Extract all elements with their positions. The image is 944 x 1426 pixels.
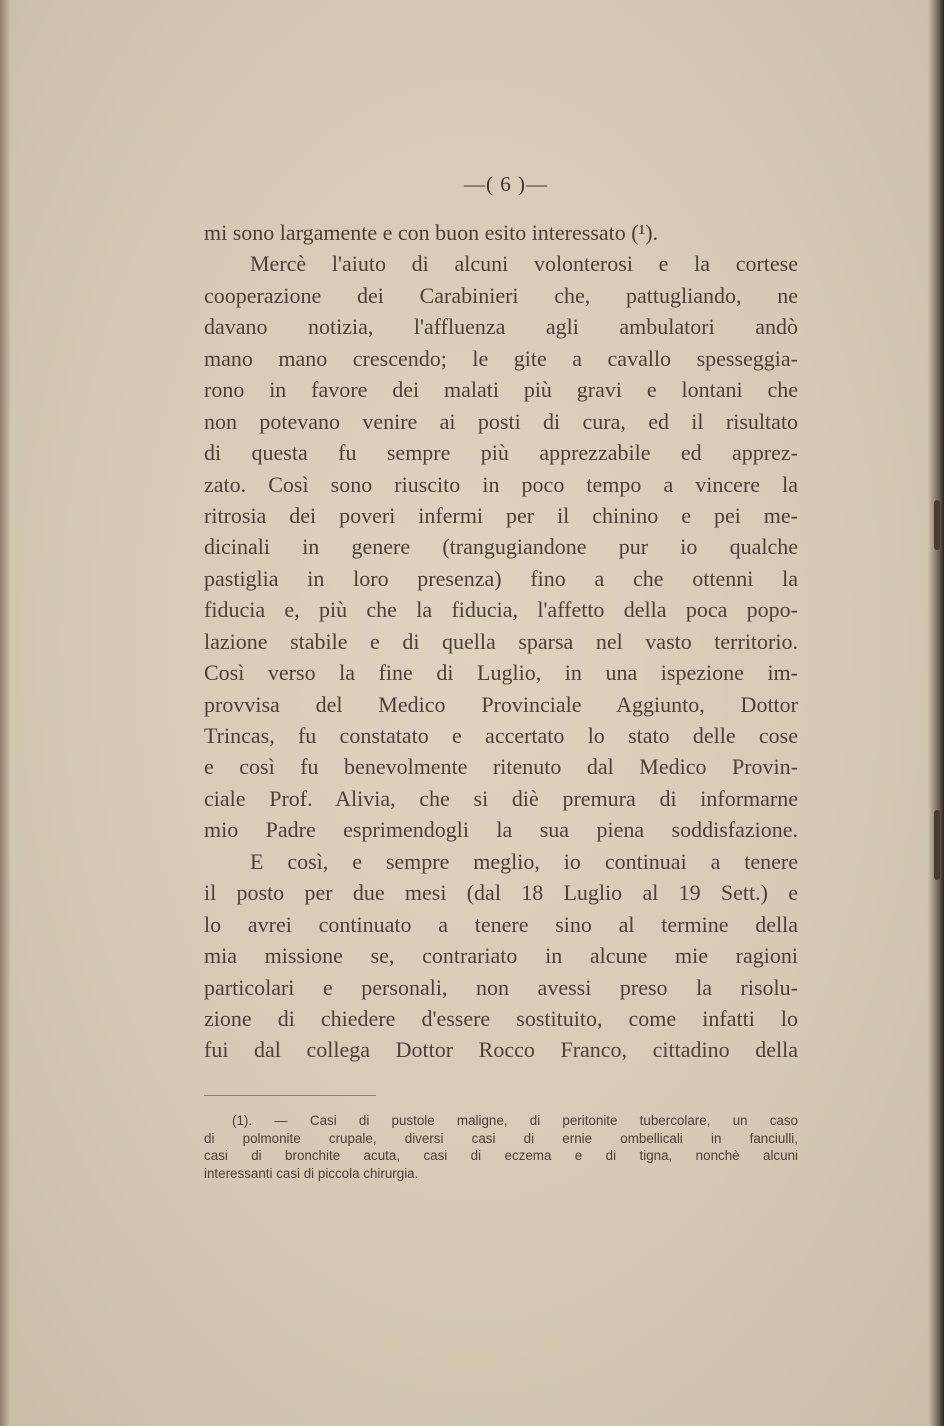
footnote-line: casi di bronchite acuta, casi di eczema e di tigna, nonchè alcuni <box>204 1148 798 1164</box>
text-line: mi sono largamente e con buon esito interessato (¹). <box>204 220 659 245</box>
text-line: E così, e sempre meglio, io continuai a tenere <box>250 848 798 874</box>
text-line: dicinali in genere (trangugiandone pur io qualche <box>204 534 798 560</box>
text-line: ritrosia dei poveri infermi per il chinino e pei me- <box>204 502 798 528</box>
binding-mark <box>934 810 940 880</box>
footnote-rule <box>204 1095 376 1096</box>
text-line: Mercè l'aiuto di alcuni volonterosi e la cortese <box>250 251 798 277</box>
text-line: il posto per due mesi (dal 18 Luglio al 19 Sett.) e <box>204 880 798 906</box>
text-line: mia missione se, contrariato in alcune mie ragioni <box>204 943 798 969</box>
footnote-line: interessanti casi di piccola chirurgia. <box>204 1165 419 1181</box>
body-text <box>204 217 798 1066</box>
text-line: pastiglia in loro presenza) fino a che ottenni la <box>204 565 798 591</box>
text-line: Così verso la fine di Luglio, in una ispezione im- <box>204 660 798 686</box>
text-line: cooperazione dei Carabinieri che, pattugliando, ne <box>204 282 798 308</box>
text-line: lo avrei continuato a tenere sino al termine della <box>204 911 798 937</box>
page-binding-edge <box>928 0 944 1426</box>
text-line: mio Padre esprimendogli la sua piena soddisfazione. <box>204 817 798 843</box>
text-line: non potevano venire ai posti di cura, ed il risultato <box>204 408 798 434</box>
footnote-line: di polmonite crupale, diversi casi di ernie ombellicali in fanciulli, <box>204 1130 798 1146</box>
text-line: di questa fu sempre più apprezzabile ed apprez- <box>204 440 798 466</box>
text-line: ciale Prof. Alivia, che si diè premura di informarne <box>204 785 798 811</box>
text-line: e così fu benevolmente ritenuto dal Medico Provin- <box>204 754 798 780</box>
footnote <box>204 1112 798 1182</box>
text-line: Trincas, fu constatato e accertato lo stato delle cose <box>204 723 798 748</box>
page-number: —( 6 )— <box>464 172 548 196</box>
text-line: davano notizia, l'affluenza agli ambulatori andò <box>204 314 798 340</box>
text-line: fui dal collega Dottor Rocco Franco, cittadino della <box>204 1037 798 1063</box>
text-line: fiducia e, più che la fiducia, l'affetto della poca popo- <box>204 597 798 623</box>
text-line: provvisa del Medico Provinciale Aggiunto, Dottor <box>204 691 798 717</box>
page-left-edge <box>0 0 10 1426</box>
text-line: mano mano crescendo; le gite a cavallo spesseggia- <box>204 345 798 371</box>
text-line: rono in favore dei malati più gravi e lontani che <box>204 377 798 403</box>
binding-mark <box>934 500 940 550</box>
text-line: particolari e personali, non avessi preso la risolu- <box>204 974 798 1000</box>
footnote-line: (1). — Casi di pustole maligne, di peritonite tubercolare, un caso <box>232 1113 798 1128</box>
text-line: lazione stabile e di quella sparsa nel vasto territorio. <box>204 628 798 654</box>
text-line: zato. Così sono riuscito in poco tempo a vincere la <box>204 471 798 497</box>
text-line: zione di chiedere d'essere sostituito, come infatti lo <box>204 1005 798 1031</box>
